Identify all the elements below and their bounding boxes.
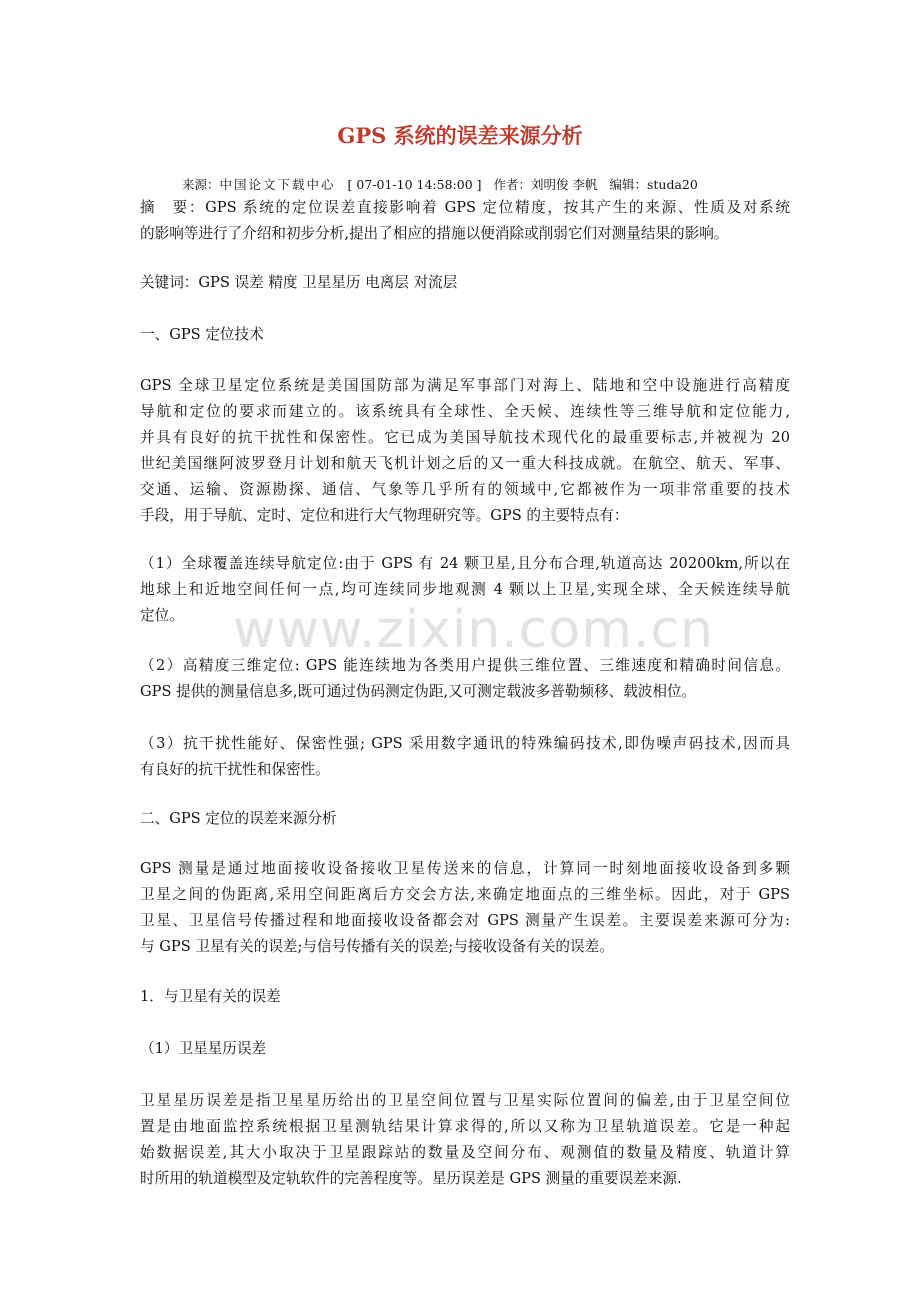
watermark: www.zixin.com.cn (233, 600, 714, 660)
page-title: GPS 系统的误差来源分析 (337, 123, 583, 148)
paragraph-line: 卫星、卫星信号传播过程和地面接收设备都会对 GPS 测量产生误差。主要误差来源可分为: (140, 912, 790, 929)
paragraph-intro (140, 373, 790, 529)
paragraph-line: 有良好的抗干扰性和保密性。 (140, 761, 330, 778)
subsection1-heading: 1．与卫星有关的误差 (140, 988, 281, 1005)
paragraph-error-sources (140, 856, 790, 960)
abstract-line: 的影响等进行了介绍和初步分析,提出了相应的措施以便消除或削弱它们对测量结果的影响。 (140, 225, 729, 242)
paragraph-line: 导航和定位的要求而建立的。该系统具有全球性、全天候、连续性等三维导航和定位能力, (140, 403, 790, 420)
paragraph-line: 交通、运输、资源勘探、通信、气象等几乎所有的领域中,它都被作为一项非常重要的技术 (140, 481, 790, 498)
paragraph-line: 地球上和近地空间任何一点,均可连续同步地观测 4 颗以上卫星,实现全球、全天候连续导航 (140, 581, 790, 598)
paragraph-line: 卫星之间的伪距离,采用空间距离后方交会方法,来确定地面点的三维坐标。因此，对于 GPS (140, 886, 790, 903)
abstract (140, 195, 790, 247)
feature-3 (140, 731, 790, 783)
feature-2 (140, 653, 790, 705)
section2-heading: 二、GPS 定位的误差来源分析 (140, 810, 337, 827)
author: 作者：刘明俊 李帆 (493, 177, 598, 192)
paragraph-line: 时所用的轨道模型及定轨软件的完善程度等。星历误差是 GPS 测量的重要误差来源. (140, 1170, 682, 1187)
subsubsection-heading (140, 1036, 790, 1062)
paragraph-line: （1）全球覆盖连续导航定位:由于 GPS 有 24 颗卫星,且分布合理,轨道高达 20200km,所以在 (140, 555, 790, 572)
paragraph-line: （3）抗干扰性能好、保密性强; GPS 采用数字通讯的特殊编码技术,即伪噪声码技术,因而具 (140, 735, 790, 752)
paragraph-line: 始数据误差,其大小取决于卫星跟踪站的数量及空间分布、观测值的数量及精度、轨道计算 (140, 1144, 790, 1161)
feature-1 (140, 551, 790, 629)
paragraph-line: GPS 全球卫星定位系统是美国国防部为满足军事部门对海上、陆地和空中设施进行高精度 (140, 377, 790, 394)
paragraph-line: （2）高精度三维定位: GPS 能连续地为各类用户提供三维位置、三维速度和精确时间信息。 (140, 657, 790, 674)
source-link[interactable]: 中国论文下载中心 (219, 177, 336, 192)
abstract-line: 摘 要：GPS 系统的定位误差直接影响着 GPS 定位精度，按其产生的来源、性质及对系统 (140, 199, 790, 216)
paragraph-line: 并具有良好的抗干扰性和保密性。它已成为美国导航技术现代化的最重要标志,并被视为 20 (140, 429, 790, 446)
section1-heading: 一、GPS 定位技术 (140, 326, 264, 343)
paragraph-line: 置是由地面监控系统根据卫星测轨结果计算求得的,所以又称为卫星轨道误差。它是一种起 (140, 1118, 790, 1135)
paragraph-line: 手段，用于导航、定时、定位和进行大气物理研究等。GPS 的主要特点有： (140, 507, 629, 524)
keywords-line: 关键词：GPS 误差 精度 卫星星历 电离层 对流层 (140, 274, 458, 291)
editor: 编辑：studa20 (609, 177, 698, 192)
paragraph-line: 世纪美国继阿波罗登月计划和航天飞机计划之后的又一重大科技成就。在航空、航天、军事、 (140, 455, 790, 472)
paragraph-line: GPS 测量是通过地面接收设备接收卫星传送来的信息，计算同一时刻地面接收设备到多颗 (140, 860, 790, 877)
subsection-heading (140, 984, 790, 1010)
source-label: 来源： (182, 177, 220, 192)
timestamp: [ 07-01-10 14:58:00 ] (347, 177, 482, 192)
subsubsection1-heading: （1）卫星星历误差 (140, 1040, 267, 1057)
section-heading (140, 806, 790, 832)
article-meta (182, 175, 698, 193)
paragraph-line: GPS 提供的测量信息多,既可通过伪码测定伪距,又可测定载波多普勒频移、载波相位。 (140, 683, 697, 700)
keywords (140, 270, 790, 296)
paragraph-line: 卫星星历误差是指卫星星历给出的卫星空间位置与卫星实际位置间的偏差,由于卫星空间位 (140, 1092, 790, 1109)
paragraph-line: 定位。 (140, 607, 184, 624)
section-heading (140, 322, 790, 348)
paragraph-line: 与 GPS 卫星有关的误差;与信号传播有关的误差;与接收设备有关的误差。 (140, 938, 614, 955)
paragraph-ephemeris (140, 1088, 790, 1192)
